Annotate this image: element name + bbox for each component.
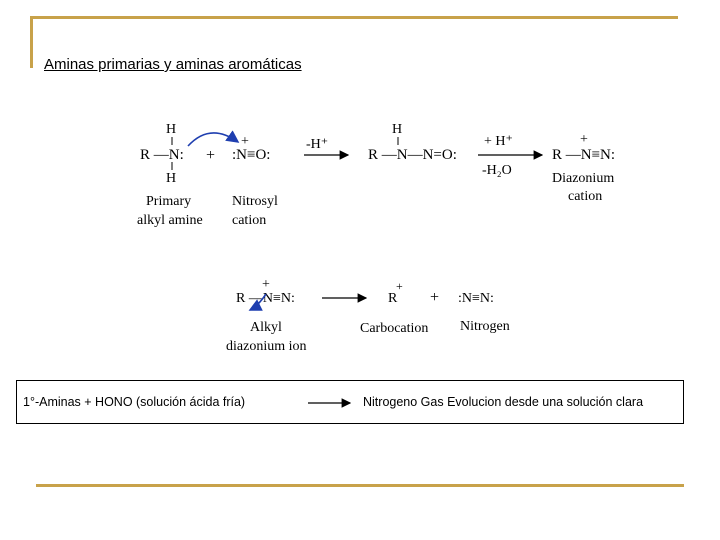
slide-title: Aminas primarias y aminas aromáticas: [44, 56, 302, 73]
carbocation-symbol: R: [388, 291, 398, 306]
alkyl-diazonium-label-line1: Alkyl: [250, 320, 282, 335]
nitrosyl-label-line2: cation: [232, 213, 267, 228]
nitrosyl-formula: :N≡O:: [232, 147, 271, 163]
amine-label-line1: Primary: [146, 194, 192, 209]
diazonium-label-line1: Diazonium: [552, 171, 615, 186]
nitrogen-label: Nitrogen: [460, 319, 510, 334]
curved-electron-arrow: [188, 133, 238, 146]
nitrosyl-label-line1: Nitrosyl: [232, 194, 278, 209]
summary-right-text: Nitrogeno Gas Evolucion desde una solución clara: [363, 395, 644, 409]
alkyl-diazonium-formula: R —N≡N:: [236, 291, 295, 306]
nitrosamine-h-top: H: [392, 122, 403, 137]
arrow1-label: -H⁺: [306, 137, 329, 152]
nitrogen-formula: :N≡N:: [458, 291, 494, 306]
plus-sign-1: +: [206, 147, 216, 164]
alkyl-diazonium-label-line2: diazonium ion: [226, 339, 307, 354]
diazonium-label-line2: cation: [568, 189, 603, 204]
carbocation-label: Carbocation: [360, 321, 429, 336]
carbocation-charge: +: [396, 279, 403, 293]
alkyl-diazonium-charge: +: [262, 277, 270, 292]
summary-left-text: 1°-Aminas + HONO (solución ácida fría): [23, 395, 246, 409]
amine-h-top: H: [166, 122, 177, 137]
summary-box: [16, 380, 684, 424]
amine-formula: R —N:: [140, 147, 184, 163]
diazonium-charge: +: [580, 132, 588, 147]
arrow2-label-bottom: -H₂O: [482, 163, 512, 178]
arrow2-label-top: + H⁺: [484, 134, 513, 149]
nitrosyl-charge: +: [241, 134, 249, 149]
amine-h-bottom: H: [166, 171, 177, 186]
nitrosamine-formula: R —N—N=O:: [368, 147, 457, 163]
amine-label-line2: alkyl amine: [137, 213, 203, 228]
diazonium-formula: R —N≡N:: [552, 147, 616, 163]
plus-sign-2: +: [430, 289, 440, 306]
